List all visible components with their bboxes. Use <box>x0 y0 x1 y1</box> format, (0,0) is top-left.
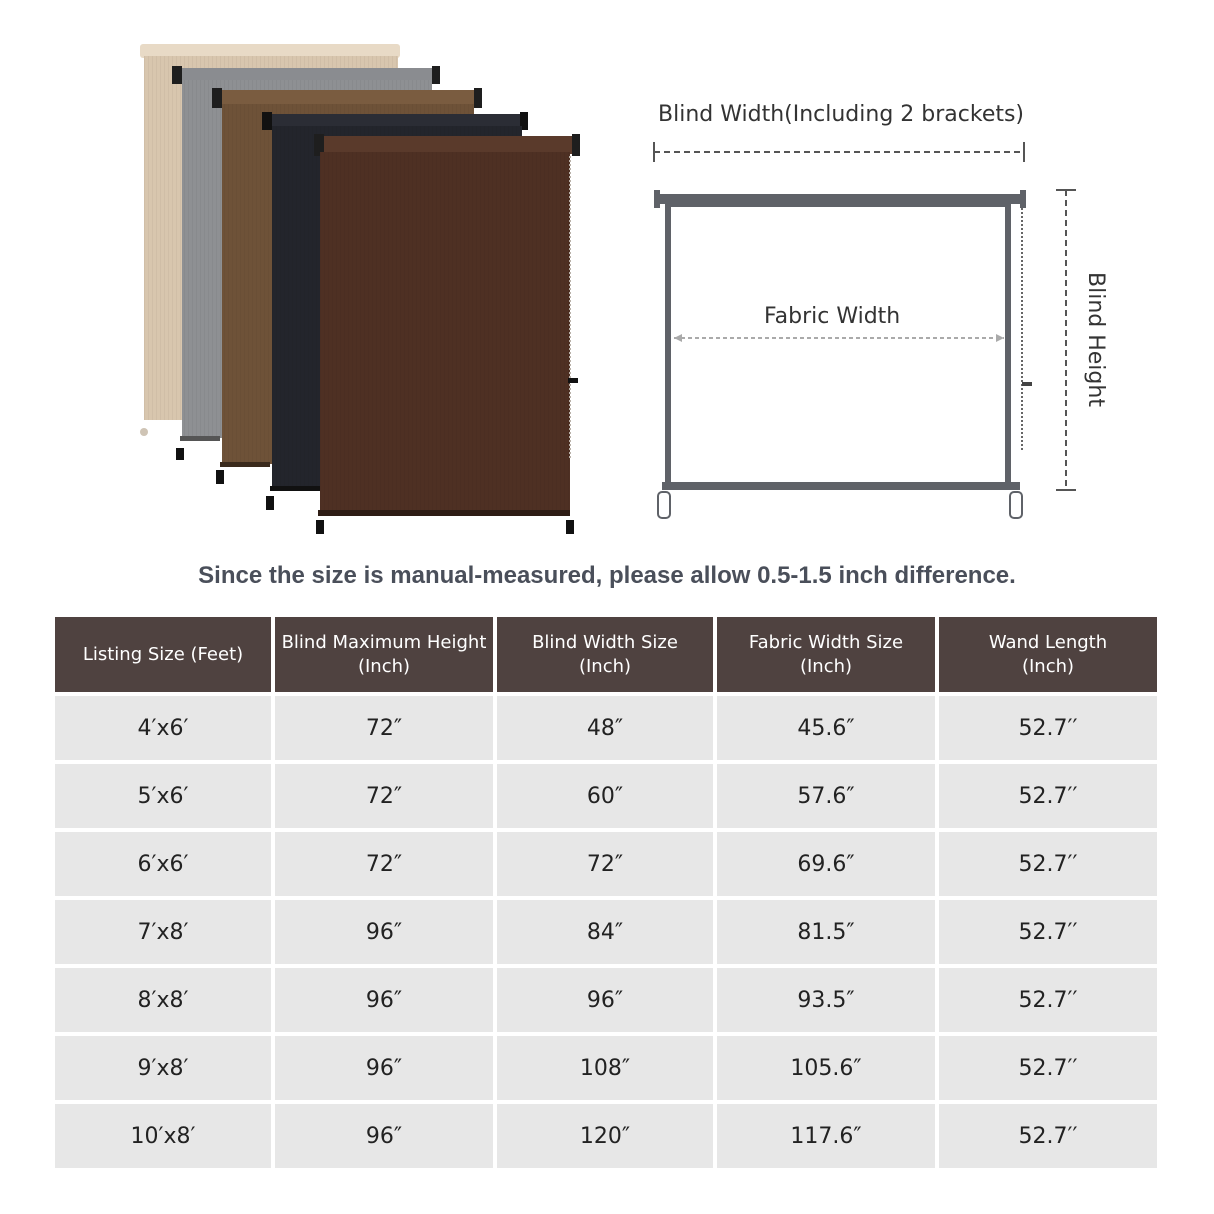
cell-blind-width: 72″ <box>497 832 713 896</box>
blind-height-label: Blind Height <box>1083 272 1108 407</box>
cell-listing-size: 5′x6′ <box>55 764 271 828</box>
size-chart-table <box>55 617 1155 1168</box>
cell-listing-size: 4′x6′ <box>55 696 271 760</box>
header-fabric-width: Fabric Width Size (Inch) <box>717 617 935 692</box>
cell-blind-width: 120″ <box>497 1104 713 1168</box>
cell-blind-max-height: 96″ <box>275 968 493 1032</box>
cell-blind-max-height: 72″ <box>275 764 493 828</box>
cell-blind-max-height: 72″ <box>275 696 493 760</box>
size-tolerance-notice: Since the size is manual-measured, please allow 0.5-1.5 inch difference. <box>198 562 1016 589</box>
cell-listing-size: 7′x8′ <box>55 900 271 964</box>
cell-wand-length: 52.7′′ <box>939 696 1157 760</box>
header-blind-max-height: Blind Maximum Height (Inch) <box>275 617 493 692</box>
cell-wand-length: 52.7′′ <box>939 764 1157 828</box>
cell-fabric-width: 81.5″ <box>717 900 935 964</box>
cell-wand-length: 52.7′′ <box>939 968 1157 1032</box>
cell-blind-max-height: 72″ <box>275 832 493 896</box>
cell-blind-width: 84″ <box>497 900 713 964</box>
cell-blind-width: 96″ <box>497 968 713 1032</box>
header-wand-length: Wand Length (Inch) <box>939 617 1157 692</box>
blind-width-label: Blind Width(Including 2 brackets) <box>658 102 1025 127</box>
chocolate-blind <box>314 134 580 534</box>
cell-listing-size: 10′x8′ <box>55 1104 271 1168</box>
cell-wand-length: 52.7′′ <box>939 832 1157 896</box>
cell-blind-width: 48″ <box>497 696 713 760</box>
cell-blind-width: 108″ <box>497 1036 713 1100</box>
cell-blind-max-height: 96″ <box>275 1104 493 1168</box>
cell-fabric-width: 93.5″ <box>717 968 935 1032</box>
cell-listing-size: 9′x8′ <box>55 1036 271 1100</box>
cell-fabric-width: 117.6″ <box>717 1104 935 1168</box>
cell-listing-size: 6′x6′ <box>55 832 271 896</box>
cell-wand-length: 52.7′′ <box>939 1104 1157 1168</box>
measurement-diagram <box>630 90 1130 540</box>
header-listing-size: Listing Size (Feet) <box>55 617 271 692</box>
cell-fabric-width: 105.6″ <box>717 1036 935 1100</box>
header-blind-width: Blind Width Size (Inch) <box>497 617 713 692</box>
cell-wand-length: 52.7′′ <box>939 900 1157 964</box>
cell-fabric-width: 69.6″ <box>717 832 935 896</box>
cell-blind-width: 60″ <box>497 764 713 828</box>
cell-wand-length: 52.7′′ <box>939 1036 1157 1100</box>
cell-listing-size: 8′x8′ <box>55 968 271 1032</box>
cell-blind-max-height: 96″ <box>275 1036 493 1100</box>
cell-fabric-width: 57.6″ <box>717 764 935 828</box>
roller-blinds-illustration <box>120 30 600 550</box>
cell-fabric-width: 45.6″ <box>717 696 935 760</box>
cell-blind-max-height: 96″ <box>275 900 493 964</box>
fabric-width-label: Fabric Width <box>764 304 901 329</box>
